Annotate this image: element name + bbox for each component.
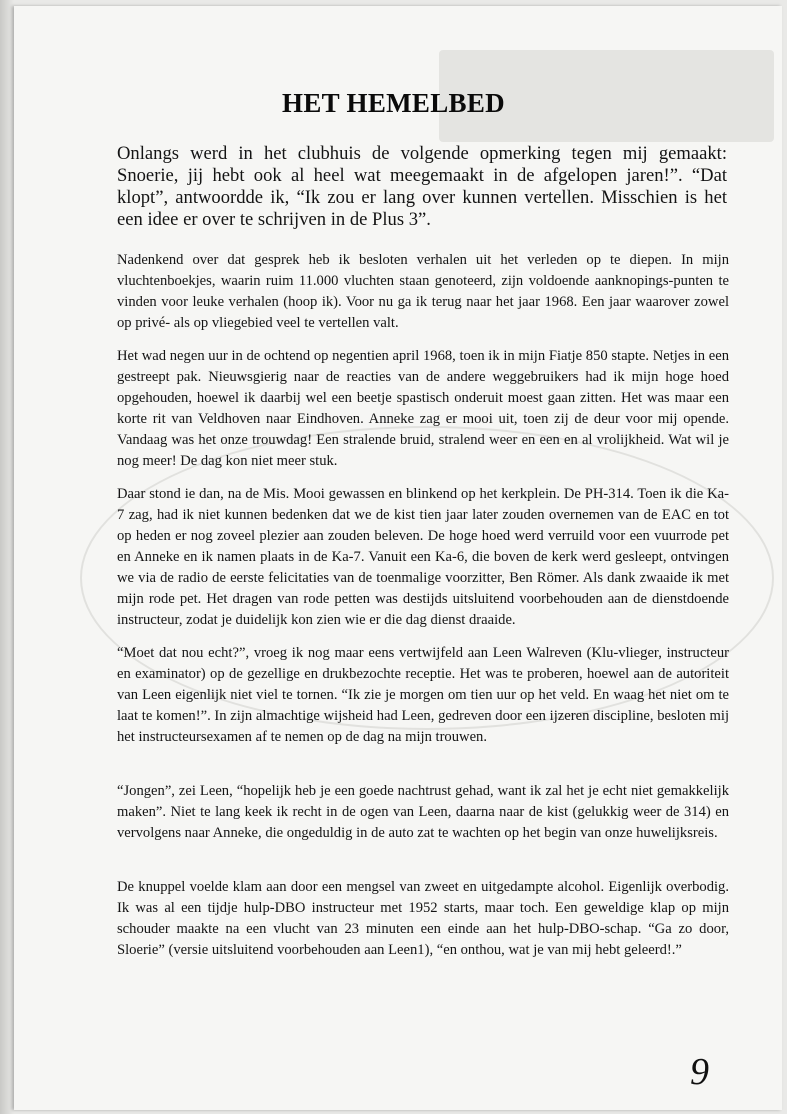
paragraph-4: “Moet dat nou echt?”, vroeg ik nog maar eens vertwijfeld aan Leen Walreven (Klu-vlieger, instructeur en examinator) op de gezellige en drukbezochte receptie. Het was te proberen, hoewel aan de autoriteit van Leen eigenlijk niet viel te tornen. “Ik zie je morgen om tien uur op het veld. En waag het niet om te laat te komen!”. In zijn almachtige wijsheid had Leen, gedreven door een ijzeren discipline, besloten mij het instructeursexamen af te nemen op de dag na mijn trouwen.	[117, 645, 729, 745]
page-number: 9	[690, 1051, 709, 1093]
paragraph-3: Daar stond ie dan, na de Mis. Mooi gewassen en blinkend op het kerkplein. De PH-314. Toen ik die Ka-7 zag, had ik niet kunnen bedenken dat we de kist tien jaar later zouden overnemen van de EAC en tot op heden er nog zoveel plezier aan zouden beleven. De hoge hoed werd verruild voor een vuurrode pet en Anneke en ik namen plaats in de Ka-7. Vanuit een Ka-6, die boven de kerk werd gesleept, ontvingen we via de radio de eerste felicitaties van de toenmalige voorzitter, Ben Römer. Als dank zwaaide ik met mijn rode pet. Het dragen van rode petten was destijds uitsluitend voorbehouden aan de dienstdoende instructeur, zodat je duidelijk kon zien wie er die dag dienst draaide.	[117, 486, 729, 628]
paragraph-5: “Jongen”, zei Leen, “hopelijk heb je een goede nachtrust gehad, want ik zal het je echt niet gemakkelijk maken”. Niet te lang keek ik recht in de ogen van Leen, daarna naar de kist (gelukkig weer de 314) en vervolgens naar Anneke, die ongeduldig in de auto zat te wachten op het begin van onze huwelijksreis.	[117, 783, 729, 841]
page-binding-edge	[0, 0, 14, 1114]
paragraph-1: Nadenkend over dat gesprek heb ik besloten verhalen uit het verleden op te diepen. In mijn vluchtenboekjes, waarin ruim 11.000 vluchten staan genoteerd, zijn voldoende aanknopings-punten te vinden voor leuke verhalen (hoop ik). Voor nu ga ik terug naar het jaar 1968. Een jaar waarover zowel op privé- als op vliegebied veel te vertellen valt.	[117, 252, 729, 331]
article-title: HET HEMELBED	[282, 88, 505, 118]
paragraph-2: Het wad negen uur in de ochtend op negentien april 1968, toen ik in mijn Fiatje 850 stapte. Netjes in een gestreept pak. Nieuwsgierig naar de reacties van de andere weggebruikers had ik mijn hoge hoed opgehouden, hoewel ik daarbij wel een beetje spastisch onderuit moest gaan zitten. Het was maar een korte rit van Veldhoven naar Eindhoven. Anneke zag er mooi uit, toen zij de deur voor mij opende. Vandaag was het onze trouwdag! Een stralende bruid, stralend weer en een en al vrolijkheid. Wat wil je nog meer! De dag kon niet meer stuk.	[117, 348, 729, 469]
paragraph-6: De knuppel voelde klam aan door een mengsel van zweet en uitgedampte alcohol. Eigenlijk overbodig. Ik was al een tijdje hulp-DBO instructeur met 1952 starts, maar toch. Een geweldige klap op mijn schouder maakte na een vlucht van 23 minuten een einde aan het hulp-DBO-schap. “Ga zo door, Sloerie” (versie uitsluitend voorbehouden aan Leen1), “en onthou, wat je van mij hebt geleerd!.”	[117, 879, 729, 958]
article-intro: Onlangs werd in het clubhuis de volgende opmerking tegen mij gemaakt: Snoerie, jij hebt ook al heel wat meegemaakt in de afgelopen jaren!”. “Dat klopt”, antwoordde ik, “Ik zou er lang over kunnen vertellen. Misschien is het een idee er over te schrijven in de Plus 3”.	[117, 143, 727, 230]
